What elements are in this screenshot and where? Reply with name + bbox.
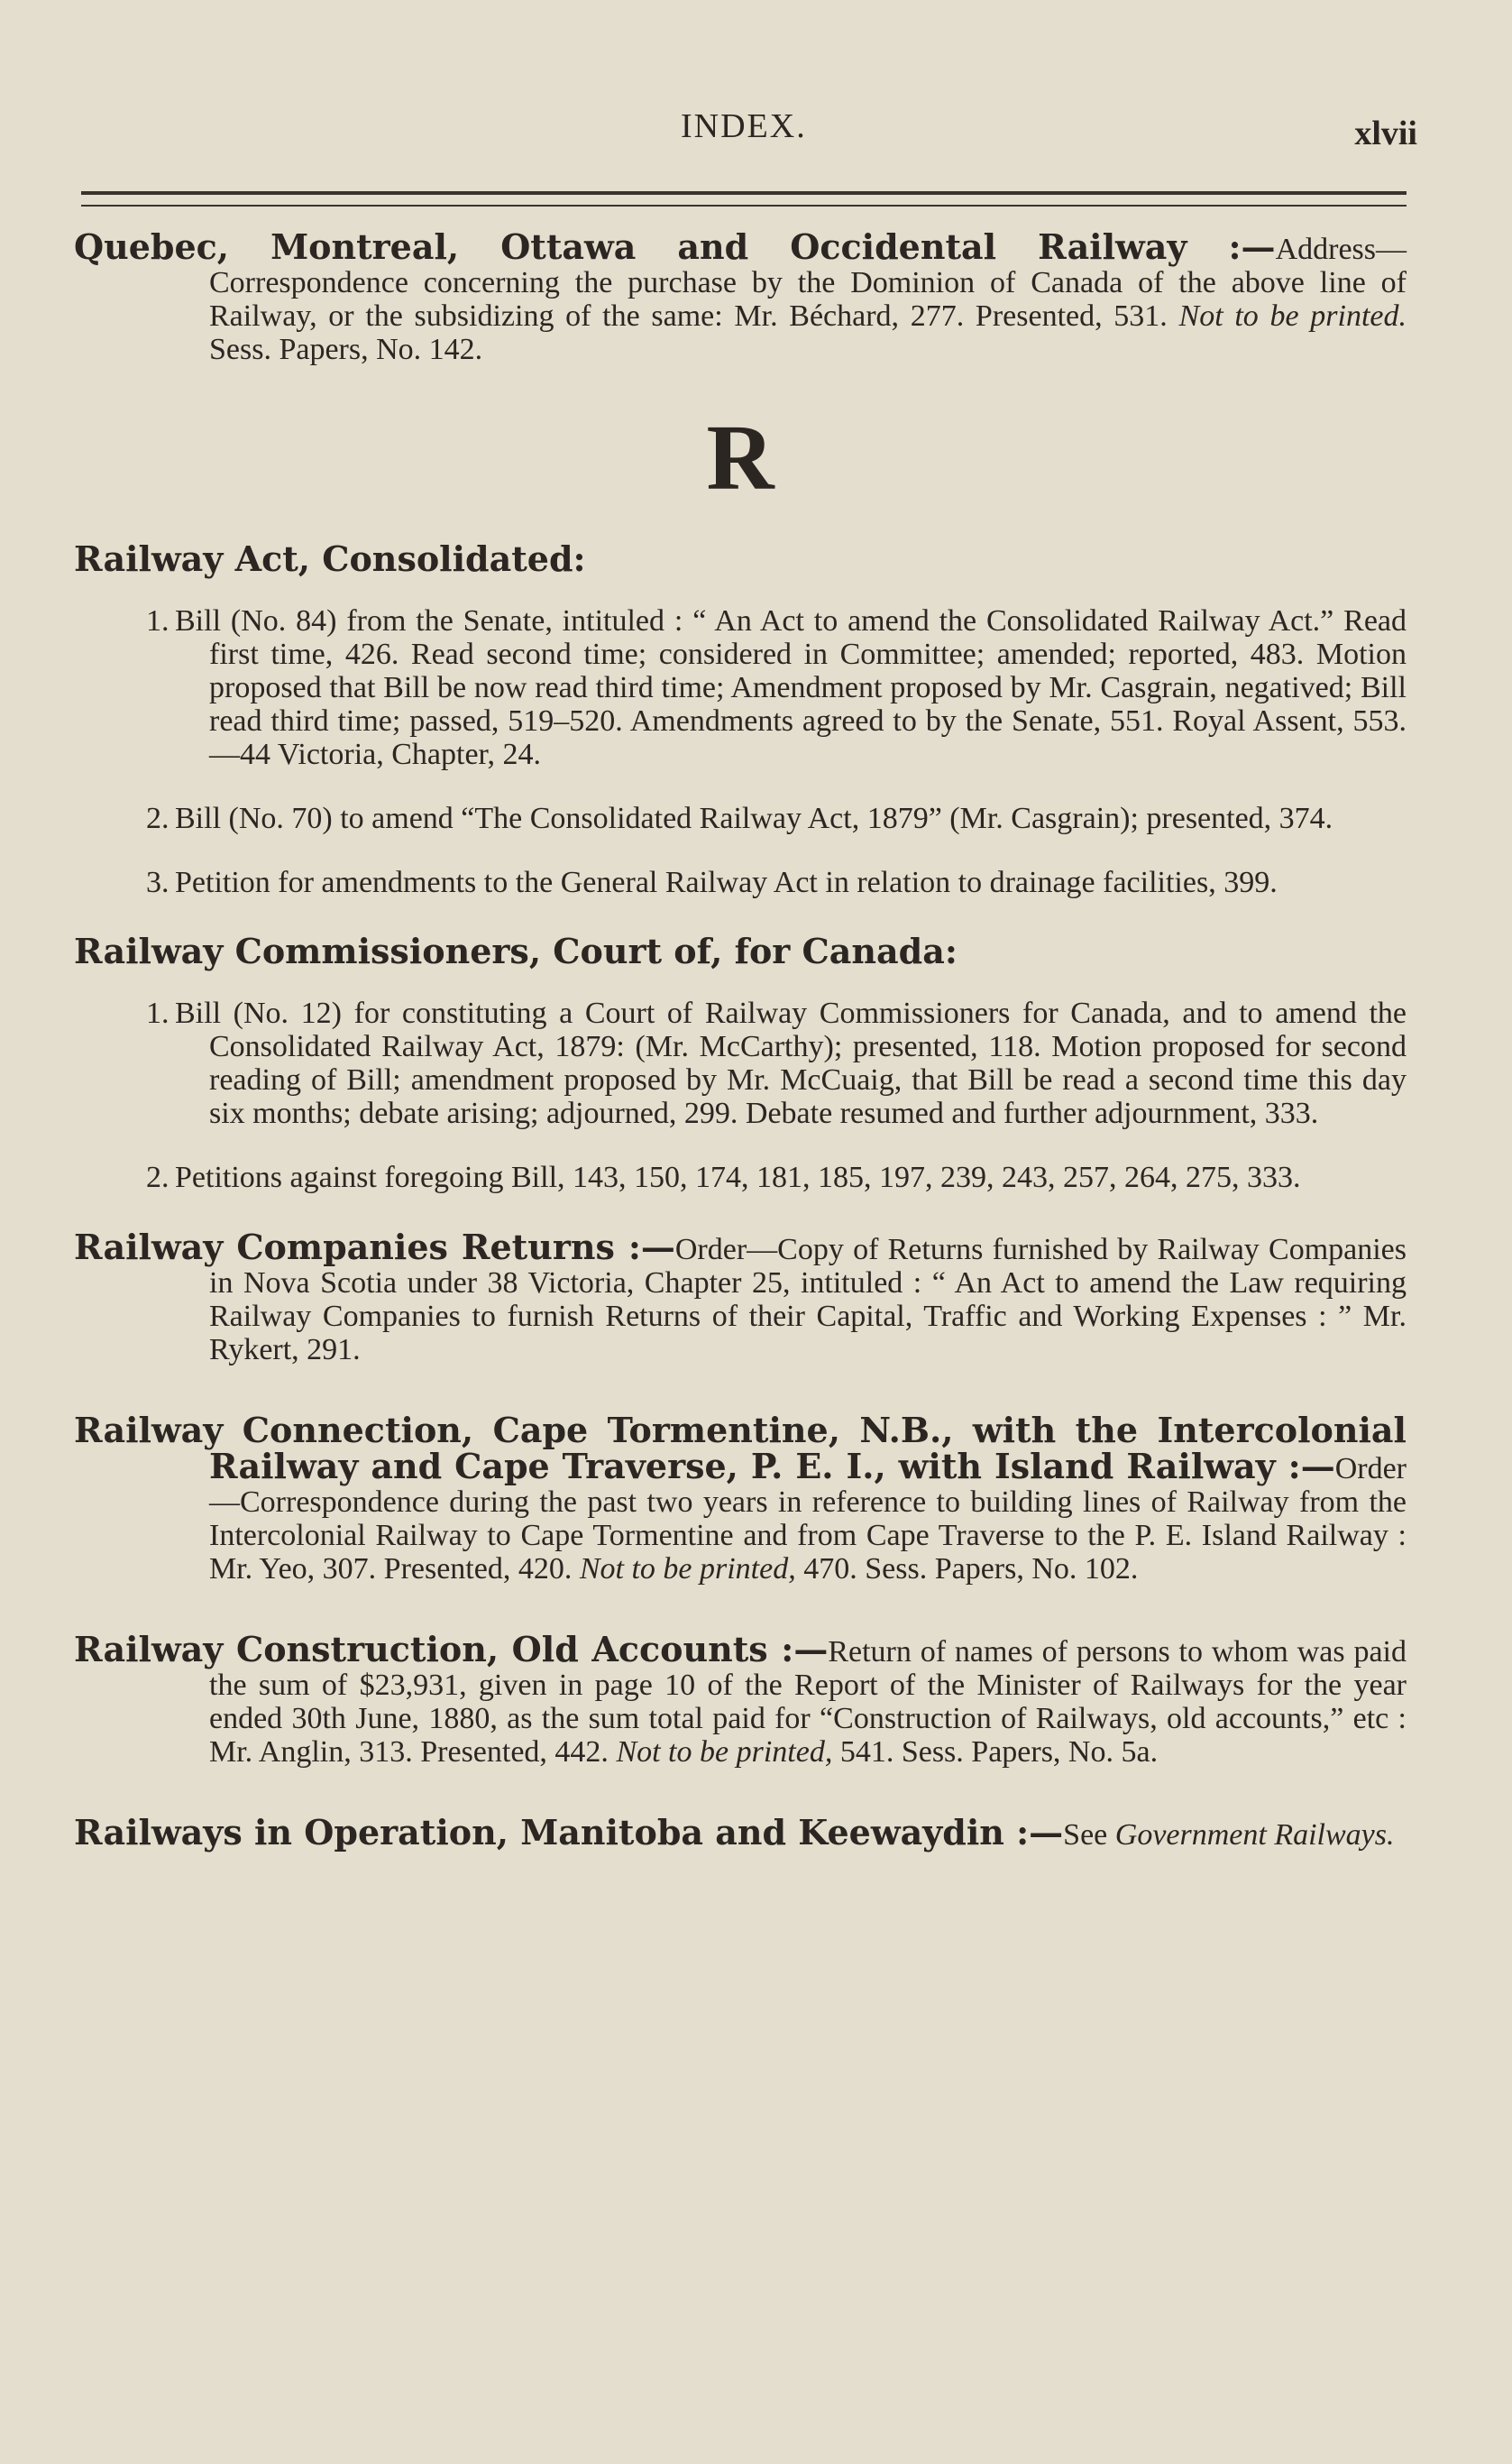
entry-separator: :— bbox=[1275, 1446, 1335, 1486]
entry-separator: :— bbox=[1187, 226, 1276, 267]
entry-italic: Not to be printed, bbox=[616, 1735, 833, 1769]
list-item bbox=[74, 604, 1407, 771]
list-item bbox=[74, 866, 1407, 899]
index-entry-railway-act bbox=[74, 539, 1407, 899]
entry-title: Quebec, Montreal, Ottawa and Occidental Railway bbox=[74, 226, 1187, 267]
item-number: 3. bbox=[146, 866, 170, 899]
entry-text: See bbox=[1063, 1818, 1108, 1852]
index-entry-construction bbox=[74, 1629, 1407, 1769]
entry-tail: Sess. Papers, No. 142. bbox=[209, 333, 483, 366]
list-item bbox=[74, 1161, 1407, 1194]
entry-text: Address—Correspondence concerning the purchase by the Dominion of Canada of the above line of Railway, or the subsidizing of the same: Mr. Béchard, 277. Presented, 531. bbox=[209, 233, 1407, 333]
index-entry-commissioners bbox=[74, 932, 1407, 1194]
running-head bbox=[0, 106, 1512, 161]
entry-separator: :— bbox=[1003, 1812, 1064, 1853]
entry-title: Railway Companies Returns bbox=[74, 1227, 615, 1267]
item-text: Petitions against foregoing Bill, 143, 150, 174, 181, 185, 197, 239, 243, 257, 264, 275, 333. bbox=[175, 1161, 1301, 1194]
entry-italic: Government Railways. bbox=[1114, 1818, 1395, 1852]
entry-text: Order—Copy of Returns furnished by Railway Companies in Nova Scotia under 38 Victoria, Chapter 25, intituled : “ An Act to amend the Law requiring Railway Companies to furnish Returns of their Capital, Traffic and Working Expenses : ” Mr. Rykert, 291. bbox=[209, 1233, 1407, 1366]
item-number: 1. bbox=[146, 604, 170, 638]
page-number: xlvii bbox=[1354, 115, 1417, 152]
list-item bbox=[74, 802, 1407, 835]
header-rule-thin bbox=[81, 205, 1407, 207]
index-content bbox=[74, 226, 1407, 1853]
entry-text: Order—Correspondence during the past two years in reference to building lines of Railway from the Intercolonial Railway to Cape Tormentine and from Cape Traverse to the P. E. Island Railway : Mr. Yeo, 307. Presented, 420. bbox=[209, 1452, 1407, 1586]
running-head-title: INDEX. bbox=[681, 107, 807, 145]
entry-title: Railway Construction, Old Accounts bbox=[74, 1629, 768, 1669]
entry-separator: :— bbox=[767, 1629, 829, 1669]
item-number: 2. bbox=[146, 802, 170, 835]
item-number: 1. bbox=[146, 997, 170, 1030]
entry-items bbox=[74, 604, 1407, 899]
header-rule-thick bbox=[81, 191, 1407, 195]
entry-italic: Not to be printed, bbox=[579, 1552, 796, 1586]
entry-text: Return of names of persons to whom was paid the sum of $23,931, given in page 10 of the Report of the Minister of Railways for the year ended 30th June, 1880, as the sum total paid for “Construction of Railways, old accounts,” etc : Mr. Anglin, 313. Presented, 442. bbox=[209, 1635, 1407, 1769]
list-item bbox=[74, 997, 1407, 1130]
index-entry-companies-returns bbox=[74, 1227, 1407, 1366]
entry-separator: :— bbox=[614, 1227, 675, 1267]
entry-tail: 470. Sess. Papers, No. 102. bbox=[803, 1552, 1139, 1586]
entry-heading: Railway Commissioners, Court of, for Canada: bbox=[74, 931, 958, 971]
index-entry-connection bbox=[74, 1410, 1407, 1586]
entry-italic: Not to be printed. bbox=[1178, 299, 1407, 333]
item-number: 2. bbox=[146, 1161, 170, 1194]
index-entry-operation bbox=[74, 1812, 1407, 1853]
entry-items bbox=[74, 997, 1407, 1194]
entry-tail: 541. Sess. Papers, No. 5a. bbox=[839, 1735, 1159, 1769]
section-letter: R bbox=[706, 406, 774, 510]
item-text: Bill (No. 84) from the Senate, intituled : “ An Act to amend the Consolidated Railway Act.” Read first time, 426. Read second time; considered in Committee; amended; reported, 483. Motion proposed that Bill be now read third time; Amendment proposed by Mr. Casgrain, negatived; Bill read third time; passed, 519–520. Amendments agreed to by the Senate, 551. Royal Assent, 553.—44 Victoria, Chapter, 24. bbox=[175, 604, 1407, 771]
item-text: Bill (No. 12) for constituting a Court of Railway Commissioners for Canada, and to amend the Consolidated Railway Act, 1879: (Mr. McCarthy); presented, 118. Motion proposed for second reading of Bill; amendment proposed by Mr. McCuaig, that Bill be read a second time this day six months; debate arising; adjourned, 299. Debate resumed and further adjournment, 333. bbox=[175, 997, 1407, 1130]
entry-title: Railway Connection, Cape Tormentine, N.B., with the Intercolonial Railway and Cape Traverse, P. E. I., with Island Railway bbox=[74, 1410, 1407, 1486]
item-text: Petition for amendments to the General Railway Act in relation to drainage facilities, 399. bbox=[175, 866, 1278, 899]
item-text: Bill (No. 70) to amend “The Consolidated Railway Act, 1879” (Mr. Casgrain); presented, 374. bbox=[175, 802, 1333, 835]
entry-title: Railways in Operation, Manitoba and Keewaydin bbox=[74, 1812, 1004, 1853]
index-entry-quebec bbox=[74, 226, 1407, 366]
entry-heading: Railway Act, Consolidated: bbox=[74, 538, 586, 579]
